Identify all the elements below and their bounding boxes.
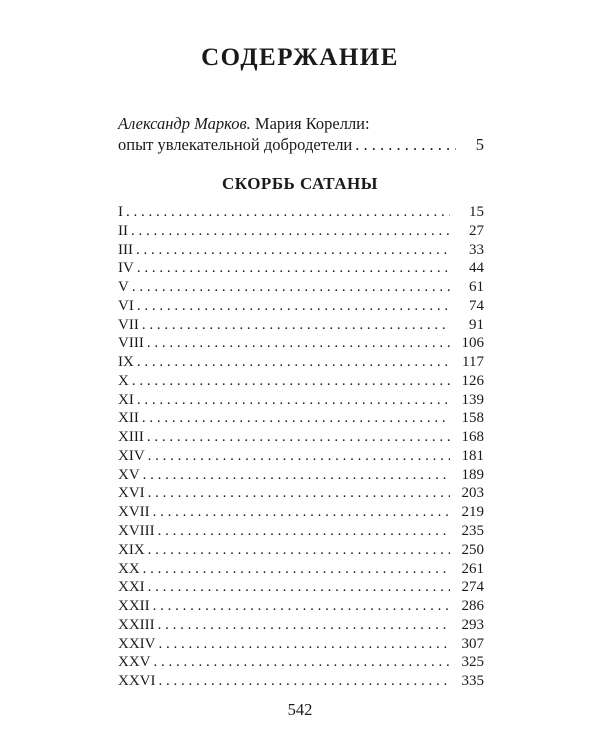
dot-leader	[137, 391, 450, 410]
chapter-page-number: 44	[469, 260, 484, 277]
chapter-page-number: 139	[461, 391, 484, 408]
toc-entry	[118, 241, 484, 260]
dot-leader	[137, 297, 450, 316]
chapter-label: XXV	[118, 654, 151, 671]
chapter-page-number: 189	[461, 466, 484, 483]
toc-entry	[118, 334, 484, 353]
chapter-page-number: 219	[461, 504, 484, 521]
chapter-label: I	[118, 204, 123, 220]
chapter-page-number: 15	[469, 204, 484, 220]
chapter-list	[118, 203, 484, 691]
toc-entry	[118, 653, 484, 672]
intro-entry	[118, 113, 484, 155]
chapter-page-number: 274	[461, 579, 484, 596]
toc-entry	[118, 278, 484, 297]
chapter-label: XVI	[118, 485, 145, 502]
chapter-label: XVII	[118, 504, 150, 521]
toc-entry	[118, 578, 484, 597]
page-number: 542	[287, 700, 313, 719]
intro-title-line-1: Мария Корелли:	[254, 114, 370, 133]
chapter-page-number: 27	[469, 222, 484, 239]
dot-leader	[148, 578, 450, 597]
chapter-page-number: 61	[469, 279, 484, 296]
chapter-label: XXIII	[118, 616, 155, 633]
chapter-page-number: 91	[469, 316, 484, 333]
page-title: СОДЕРЖАНИЕ	[201, 44, 399, 71]
chapter-page-number: 307	[461, 635, 484, 652]
section-heading: СКОРБЬ САТАНЫ	[222, 174, 378, 193]
toc-entry	[118, 635, 484, 654]
chapter-label: III	[118, 241, 133, 258]
toc-entry	[118, 203, 484, 222]
chapter-page-number: 117	[462, 354, 484, 371]
dot-leader	[148, 447, 450, 466]
chapter-page-number: 168	[461, 429, 484, 446]
dot-leader	[143, 560, 450, 579]
chapter-label: IV	[118, 260, 134, 277]
dot-leader	[142, 316, 450, 335]
toc-entry	[118, 316, 484, 335]
chapter-label: XXI	[118, 579, 145, 596]
chapter-label: V	[118, 279, 129, 296]
chapter-page-number: 235	[461, 523, 484, 540]
toc-entry	[118, 447, 484, 466]
chapter-label: XXII	[118, 598, 150, 615]
chapter-label: II	[118, 222, 128, 239]
chapter-label: VIII	[118, 335, 144, 352]
toc-entry	[118, 222, 484, 241]
chapter-label: XXIV	[118, 635, 156, 652]
toc-entry	[118, 672, 484, 691]
chapter-page-number: 106	[461, 335, 484, 352]
dot-leader	[147, 334, 450, 353]
intro-title-line-2: опыт увлекательной добродетели	[118, 135, 353, 154]
chapter-page-number: 261	[461, 560, 484, 577]
chapter-label: VII	[118, 316, 139, 333]
toc-entry	[118, 522, 484, 541]
chapter-label: XIII	[118, 429, 144, 446]
dot-leader	[154, 653, 451, 672]
intro-line-2	[118, 134, 484, 155]
toc-entry	[118, 259, 484, 278]
toc-entry	[118, 484, 484, 503]
chapter-page-number: 158	[461, 410, 484, 427]
chapter-label: XIX	[118, 541, 145, 558]
intro-page-number: 5	[475, 135, 484, 154]
toc-entry	[118, 503, 484, 522]
toc-entry	[118, 372, 484, 391]
dot-leader	[159, 635, 451, 654]
dot-leader	[132, 372, 450, 391]
chapter-page-number: 325	[461, 654, 484, 671]
chapter-label: XII	[118, 410, 139, 427]
toc-entry	[118, 353, 484, 372]
dot-leader	[159, 672, 451, 691]
chapter-label: XI	[118, 391, 134, 408]
toc-entry	[118, 428, 484, 447]
dot-leader	[137, 259, 450, 278]
dot-leader	[137, 353, 450, 372]
intro-line-1	[118, 113, 484, 134]
chapter-page-number: 335	[461, 673, 484, 690]
dot-leader	[136, 241, 450, 260]
chapter-page-number: 74	[469, 297, 484, 314]
chapter-label: XVIII	[118, 523, 155, 540]
dot-leader	[131, 222, 450, 241]
toc-entry	[118, 597, 484, 616]
chapter-label: XV	[118, 466, 140, 483]
chapter-page-number: 181	[461, 447, 484, 464]
chapter-label: VI	[118, 297, 134, 314]
chapter-page-number: 126	[461, 372, 484, 389]
dot-leader	[158, 616, 450, 635]
chapter-label: IX	[118, 354, 134, 371]
toc-entry	[118, 466, 484, 485]
chapter-label: XXVI	[118, 673, 156, 690]
chapter-page-number: 250	[461, 541, 484, 558]
dot-leader	[153, 503, 450, 522]
dot-leader	[153, 597, 450, 616]
dot-leader	[147, 428, 450, 447]
dot-leader	[158, 522, 450, 541]
dot-leader	[355, 134, 456, 155]
chapter-label: XIV	[118, 447, 145, 464]
toc-entry	[118, 541, 484, 560]
toc-entry	[118, 616, 484, 635]
chapter-page-number: 203	[461, 485, 484, 502]
dot-leader	[126, 203, 450, 222]
dot-leader	[142, 409, 450, 428]
chapter-page-number: 293	[461, 616, 484, 633]
dot-leader	[148, 541, 450, 560]
toc-entry	[118, 409, 484, 428]
chapter-page-number: 33	[469, 241, 484, 258]
toc-entry	[118, 560, 484, 579]
chapter-page-number: 286	[461, 598, 484, 615]
dot-leader	[143, 466, 450, 485]
toc-entry	[118, 391, 484, 410]
chapter-label: XX	[118, 560, 140, 577]
dot-leader	[148, 484, 450, 503]
toc-entry	[118, 297, 484, 316]
intro-author: Александр Марков.	[118, 114, 251, 133]
chapter-label: X	[118, 372, 129, 389]
dot-leader	[132, 278, 450, 297]
